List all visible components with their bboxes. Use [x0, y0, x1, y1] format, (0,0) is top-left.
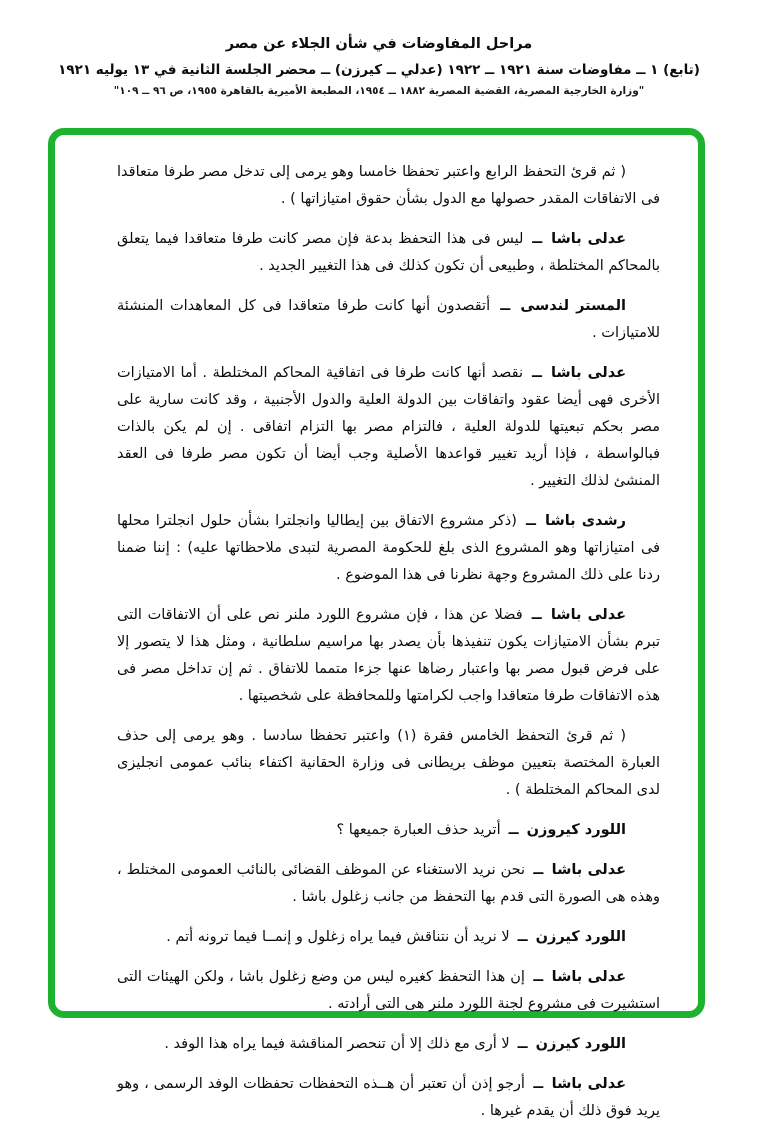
dialogue-paragraph	[117, 857, 660, 911]
speaker-name: رشدى باشا	[545, 513, 626, 529]
speaker-dash: ــ	[512, 929, 533, 945]
speaker-name: عدلى باشا	[550, 365, 626, 381]
dialogue-paragraph	[117, 602, 660, 710]
page-header	[0, 0, 758, 97]
source-citation: "وزارة الخارجية المصرية، القضية المصرية ١٨٨٢ ــ ١٩٥٤، المطبعة الأميرية بالقاهرة ١٩٥٥، ص ٩٦ ــ ١٠٩"	[113, 85, 645, 97]
paragraph-text: إن هذا التحفظ كغيره ليس من وضع زغلول باشا ، ولكن الهيئات التى استشيرت فى مشروع لجنة اللورد ملنر هى التى أرادته .	[117, 969, 660, 1012]
speaker-name: عدلى باشا	[551, 1076, 626, 1092]
speaker-name: عدلى باشا	[551, 862, 626, 878]
speaker-name: عدلى باشا	[551, 231, 626, 247]
paragraph-text: لا نريد أن نتناقش فيما يراه زغلول و إنمــا فيما ترونه أتم .	[166, 929, 510, 945]
paragraph-text: نحن نريد الاستغناء عن الموظف القضائى بالنائب العمومى المختلط ، وهذه هى الصورة التى قدم بها التحفظ من جانب زغلول باشا .	[117, 862, 660, 905]
paragraph-text: ( ثم قرئ التحفظ الرابع واعتبر تحفظا خامسا وهو يرمى إلى تدخل مصر طرفا متعاقدا فى الاتفاقات المقدر حصولها مع الدول بشأن حقوق امتيازاتها ) .	[117, 164, 660, 207]
dialogue-paragraph	[117, 964, 660, 1018]
paragraph-text: أرجو إذن أن تعتبر أن هــذه التحفظات تحفظات الوفد الرسمى ، وهو يريد فوق ذلك أن يقدم غيرها .	[117, 1076, 660, 1119]
paragraph-text: ليس فى هذا التحفظ بدعة فإن مصر كانت طرفا متعاقدا فيما يتعلق بالمحاكم المختلطة ، وطبيعى أن تكون كذلك فى هذا التغيير الجديد .	[117, 231, 660, 274]
speaker-dash: ــ	[525, 607, 548, 623]
dialogue-paragraph	[117, 159, 660, 213]
speaker-name: المستر لندسى	[520, 298, 626, 314]
speaker-dash: ــ	[512, 1036, 533, 1052]
page-subtitle: (تابع) ١ ــ مفاوضات سنة ١٩٢١ ــ ١٩٢٢ (عدلي ــ كيرزن) ــ محضر الجلسة الثانية في ١٣ يوليه ١٩٢١	[58, 62, 700, 78]
paragraph-text: ( ثم قرئ التحفظ الخامس فقرة (١) واعتبر تحفظا سادسا . وهو يرمى إلى حذف العبارة المختصة بتعيين موظف بريطانى فى وزارة الحقانية اكتفاء بنائب عمومى انجليزى لدى المحاكم المختلطة ) .	[117, 728, 660, 798]
dialogue-paragraph	[117, 360, 660, 495]
dialogue-paragraph	[117, 1071, 660, 1125]
speaker-name: اللورد كيرزن	[535, 929, 626, 945]
dialogue-paragraph	[117, 293, 660, 347]
dialogue-paragraph	[117, 1031, 660, 1058]
speaker-dash: ــ	[526, 231, 549, 247]
dialogue-paragraph	[117, 723, 660, 804]
speaker-dash: ــ	[527, 1076, 549, 1092]
speaker-name: عدلى باشا	[550, 607, 626, 623]
highlight-border-box	[48, 128, 705, 1119]
speaker-name: عدلى باشا	[551, 969, 626, 985]
paragraph-text: لا أرى مع ذلك إلا أن تنحصر المناقشة فيما يراه هذا الوفد .	[164, 1036, 510, 1052]
speaker-dash: ــ	[493, 298, 518, 314]
speaker-dash: ــ	[525, 365, 548, 381]
paragraph-text: أتقصدون أنها كانت طرفا متعاقدا فى كل المعاهدات المنشئة للامتيازات .	[117, 298, 660, 341]
paragraph-text: أتريد حذف العبارة جميعها ؟	[336, 822, 501, 838]
speaker-dash: ــ	[528, 862, 549, 878]
dialogue-transcript	[55, 135, 698, 1125]
dialogue-paragraph	[117, 508, 660, 589]
speaker-dash: ــ	[503, 822, 524, 838]
speaker-name: اللورد كيروزن	[526, 822, 626, 838]
dialogue-paragraph	[117, 817, 660, 844]
page-title: مراحل المفاوضات في شأن الجلاء عن مصر	[225, 36, 533, 52]
speaker-name: اللورد كيرزن	[535, 1036, 626, 1052]
dialogue-paragraph	[117, 924, 660, 951]
speaker-dash: ــ	[519, 513, 543, 529]
paragraph-text: فضلا عن هذا ، فإن مشروع اللورد ملنر نص على أن الاتفاقات التى تبرم بشأن الامتيازات يكون تنفيذها بأن يصدر بها مراسيم سلطانية ، ومثل هذا لا يتصور إلا على فرض قبول مصر بها واعتبار رضاها عنها جزءا متمما للاتفاق . ثم إن تداخل مصر فى هذه الاتفاقات طرفا متعاقدا واجب لكرامتها وللمحافظة على شخصيتها .	[117, 607, 660, 704]
paragraph-text: نقصد أنها كانت طرفا فى اتفاقية المحاكم المختلطة . أما الامتيازات الأخرى فهى أيضا عقود واتفاقات بين الدولة العلية والدول الأجنبية ، وقد كانت سارية على مصر بحكم تبعيتها للدولة العلية ، فالتزام مصر بها التزام اتفاقى . إن لم يكن بالذات فبالواسطة ، فإذا أريد تغيير قواعدها الأصلية وجب أيضا أن تكون مصر طرفا فى العقد المنشئ لذلك التغيير .	[117, 365, 660, 489]
paragraph-text: (ذكر مشروع الاتفاق بين إيطاليا وانجلترا بشأن حلول انجلترا محلها فى امتيازاتها وهو المشروع الذى بلغ للحكومة المصرية لتبدى ملاحظاتها عليه) : إننا ضمنا ردنا على ذلك المشروع وجهة نظرنا فى هذا الموضوع .	[117, 513, 660, 583]
dialogue-paragraph	[117, 226, 660, 280]
speaker-dash: ــ	[527, 969, 549, 985]
